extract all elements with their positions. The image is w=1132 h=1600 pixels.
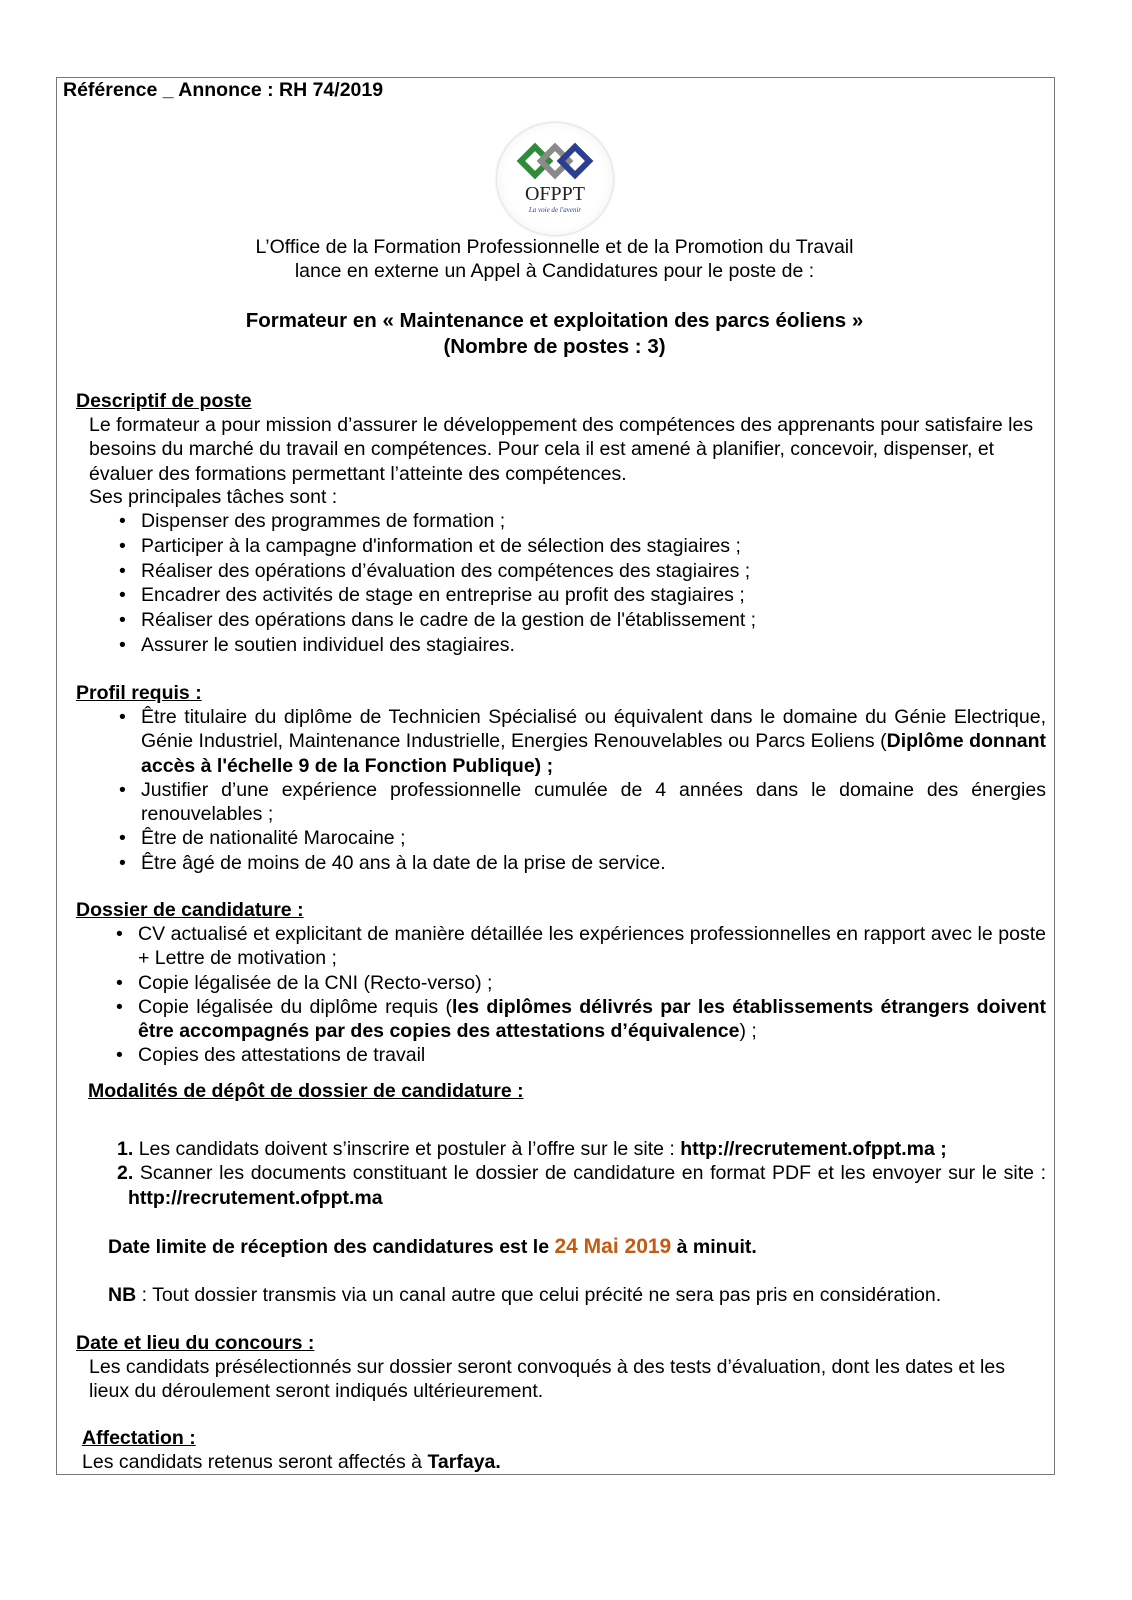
concours-text: Les candidats présélectionnés sur dossier seront convoqués à des tests d’évaluation, dont les dates et les lieux du déroulement seront indiqués ultérieurement.	[89, 1356, 1005, 1403]
dossier-list	[138, 922, 1046, 1068]
profil-heading: Profil requis :	[76, 682, 202, 704]
list-item: • CV actualisé et explicitant de manière détaillée les expériences professionnelles en rapport avec le poste + Lettre de motivation ;	[138, 922, 1046, 971]
descriptif-heading: Descriptif de poste	[76, 390, 252, 412]
profil-list	[141, 705, 1046, 875]
affectation-heading: Affectation :	[82, 1427, 196, 1449]
affectation-place: Tarfaya.	[427, 1451, 501, 1473]
job-title	[56, 308, 1053, 360]
list-item: • Être de nationalité Marocaine ;	[141, 826, 1046, 850]
list-item: • Dispenser des programmes de formation ;	[141, 509, 1046, 534]
descriptif-text: Le formateur a pour mission d’assurer le développement des compétences des apprenants pour satisfaire les besoins du marché du travail en compétences. Pour cela il est amené à planifier, concevoir, dispenser, et évaluer des formations permettant l’atteinte des compétences.	[89, 414, 1034, 485]
deadline-text: Date limite de réception des candidatures est le	[108, 1236, 555, 1258]
item-bold: les diplômes délivrés par les établissements étrangers doivent être accompagnés par des copies des attestations d’équivalence	[138, 995, 1046, 1043]
title-line: Formateur en « Maintenance et exploitation des parcs éoliens »	[245, 309, 864, 332]
step-text: Scanner les documents constituant le dossier de candidature en format PDF et les envoyer sur le site :	[139, 1162, 1046, 1185]
list-item: • Justifier d’une expérience professionnelle cumulée de 4 années dans le domaine des énergies renouvelables ;	[141, 778, 1046, 827]
tasks-intro: Ses principales tâches sont :	[89, 486, 338, 508]
list-item: • Réaliser des opérations dans le cadre de la gestion de l'établissement ;	[141, 608, 1046, 633]
step-text: Les candidats doivent s’inscrire et postuler à l’offre sur le site :	[138, 1138, 681, 1160]
deadline	[108, 1235, 757, 1259]
list-item: • Assurer le soutien individuel des stagiaires.	[141, 633, 1046, 658]
list-item: • Réaliser des opérations d’évaluation des compétences des stagiaires ;	[141, 559, 1046, 584]
concours-heading: Date et lieu du concours :	[76, 1332, 315, 1354]
step-number: 2.	[117, 1162, 134, 1185]
item-bold: Diplôme donnant accès à l'échelle 9 de la Fonction Publique) ;	[141, 730, 1046, 777]
intro	[56, 235, 1053, 284]
svg-text:OFPPT: OFPPT	[524, 183, 586, 205]
modalites-steps	[117, 1137, 1046, 1210]
intro-line: L’Office de la Formation Professionnelle et de la Promotion du Travail	[255, 236, 854, 258]
intro-line: lance en externe un Appel à Candidatures pour le poste de :	[294, 260, 815, 283]
list-item: • Copies des attestations de travail	[138, 1043, 1046, 1067]
nb-label: NB	[108, 1284, 137, 1306]
list-item: • Être âgé de moins de 40 ans à la date de la prise de service.	[141, 851, 1046, 875]
modalites-heading: Modalités de dépôt de dossier de candidature :	[88, 1080, 524, 1102]
deadline-date: 24 Mai 2019	[554, 1235, 672, 1258]
tasks-list	[141, 509, 1046, 658]
list-item: • Participer à la campagne d'information et de sélection des stagiaires ;	[141, 534, 1046, 559]
nb-text: : Tout dossier transmis via un canal autre que celui précité ne sera pas pris en considération.	[136, 1284, 942, 1306]
reference: Référence _ Annonce : RH 74/2019	[63, 79, 384, 101]
nb-note	[108, 1283, 941, 1307]
positions-count: (Nombre de postes : 3)	[443, 335, 666, 358]
step-number: 1.	[117, 1138, 134, 1160]
list-item	[138, 995, 1046, 1044]
item-text: ) ;	[739, 1020, 757, 1043]
item-text: Être titulaire du diplôme de Technicien Spécialisé ou équivalent dans le domaine du Génie Electrique, Génie Industriel, Maintenance Industrielle, Energies Renouvelables ou Parcs Eoliens (	[141, 706, 1046, 753]
item-text: Copie légalisée du diplôme requis (	[138, 995, 452, 1018]
site-link[interactable]: http://recrutement.ofppt.ma	[128, 1186, 383, 1209]
dossier-heading: Dossier de candidature :	[76, 899, 304, 921]
step-2	[117, 1161, 1046, 1210]
svg-text:La voie de l'avenir: La voie de l'avenir	[528, 206, 582, 214]
site-link[interactable]: http://recrutement.ofppt.ma ;	[680, 1138, 947, 1160]
list-item	[141, 705, 1046, 778]
affectation-label: Les candidats retenus seront affectés à	[82, 1451, 428, 1473]
list-item: • Encadrer des activités de stage en entreprise au profit des stagiaires ;	[141, 583, 1046, 608]
step-1	[117, 1137, 1046, 1161]
ofppt-logo	[497, 123, 613, 235]
list-item: • Copie légalisée de la CNI (Recto-verso) ;	[138, 971, 1046, 995]
deadline-text: à minuit.	[671, 1236, 757, 1258]
affectation-text	[82, 1450, 501, 1474]
